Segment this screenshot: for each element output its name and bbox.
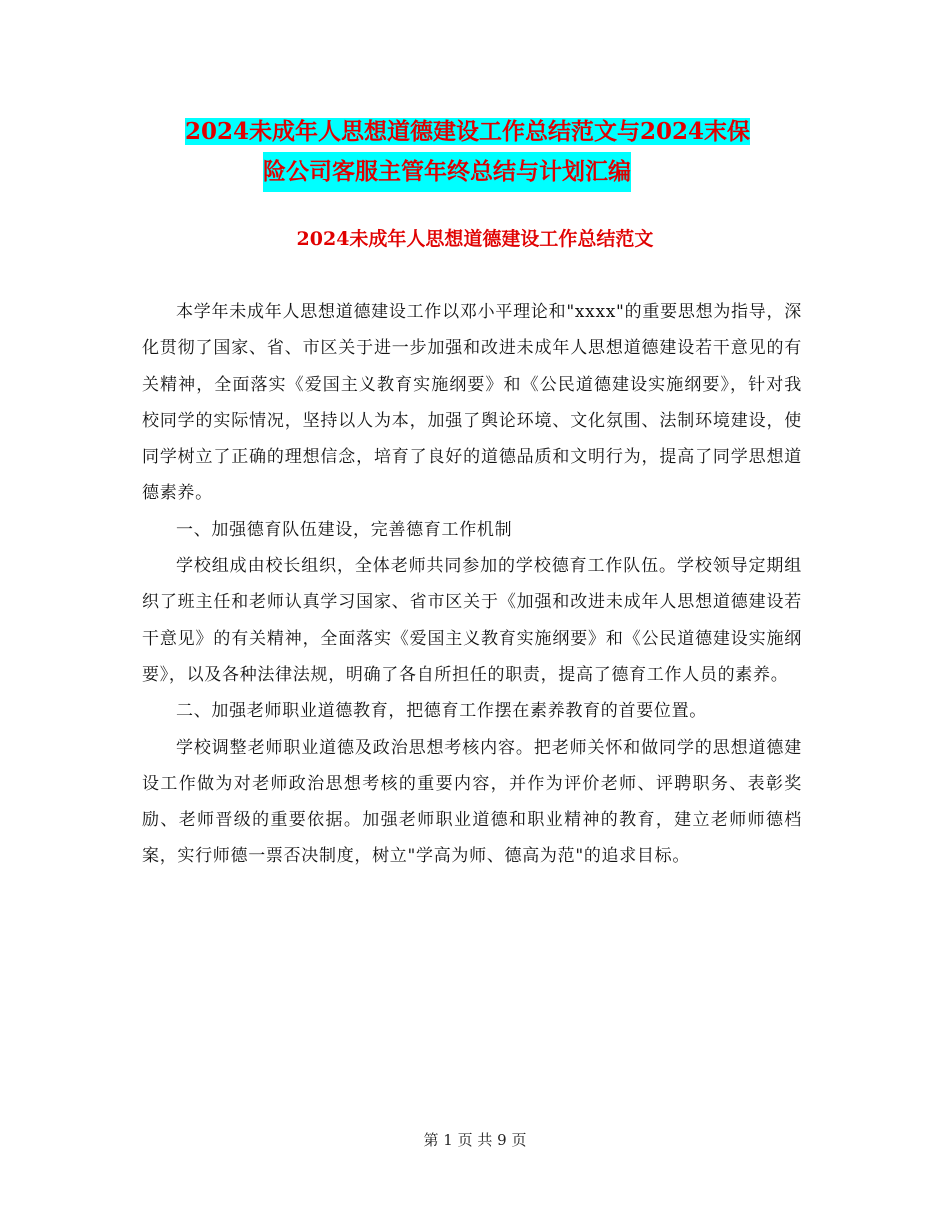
- paragraph-intro: 本学年未成年人思想道德建设工作以邓小平理论和"xxxx"的重要思想为指导，深化贯彻了国家、省、市区关于进一步加强和改进未成年人思想道德建设若干意见的有关精神，全面落实《爱国主义教育实施纲要》和《公民道德建设实施纲要》，针对我校同学的实际情况，坚持以人为本，加强了舆论环境、文化氛围、法制环境建设，使同学树立了正确的理想信念，培育了良好的道德品质和文明行为，提高了同学思想道德素养。: [142, 302, 802, 504]
- heading-section-2: 二、加强老师职业道德教育，把德育工作摆在素养教育的首要位置。: [176, 701, 707, 722]
- section-title: 2024未成年人思想道德建设工作总结范文: [296, 228, 654, 250]
- paragraph-section-1: 学校组成由校长组织，全体老师共同参加的学校德育工作队伍。学校领导定期组织了班主任和老师认真学习国家、省市区关于《加强和改进未成年人思想道德建设若干意见》的有关精神，全面落实《爱国主义教育实施纲要》和《公民道德建设实施纲要》，以及各种法律法规，明确了各自所担任的职责，提高了德育工作人员的素养。: [142, 556, 802, 685]
- page-number-footer: 第 1 页 共 9 页: [423, 1131, 527, 1149]
- document-title: [185, 112, 825, 192]
- document-title-line-2: 险公司客服主管年终总结与计划汇编: [263, 152, 631, 192]
- document-body: [142, 294, 802, 875]
- document-title-line-1: 2024未成年人思想道德建设工作总结范文与2024末保: [185, 118, 751, 145]
- paragraph-section-2: 学校调整老师职业道德及政治思想考核内容。把老师关怀和做同学的思想道德建设工作做为对老师政治思想考核的重要内容，并作为评价老师、评聘职务、表彰奖励、老师晋级的重要依据。加强老师职业道德和职业精神的教育，建立老师师德档案，实行师德一票否决制度，树立"学高为师、德高为范"的追求目标。: [142, 737, 802, 867]
- heading-section-1: 一、加强德育队伍建设，完善德育工作机制: [176, 519, 513, 540]
